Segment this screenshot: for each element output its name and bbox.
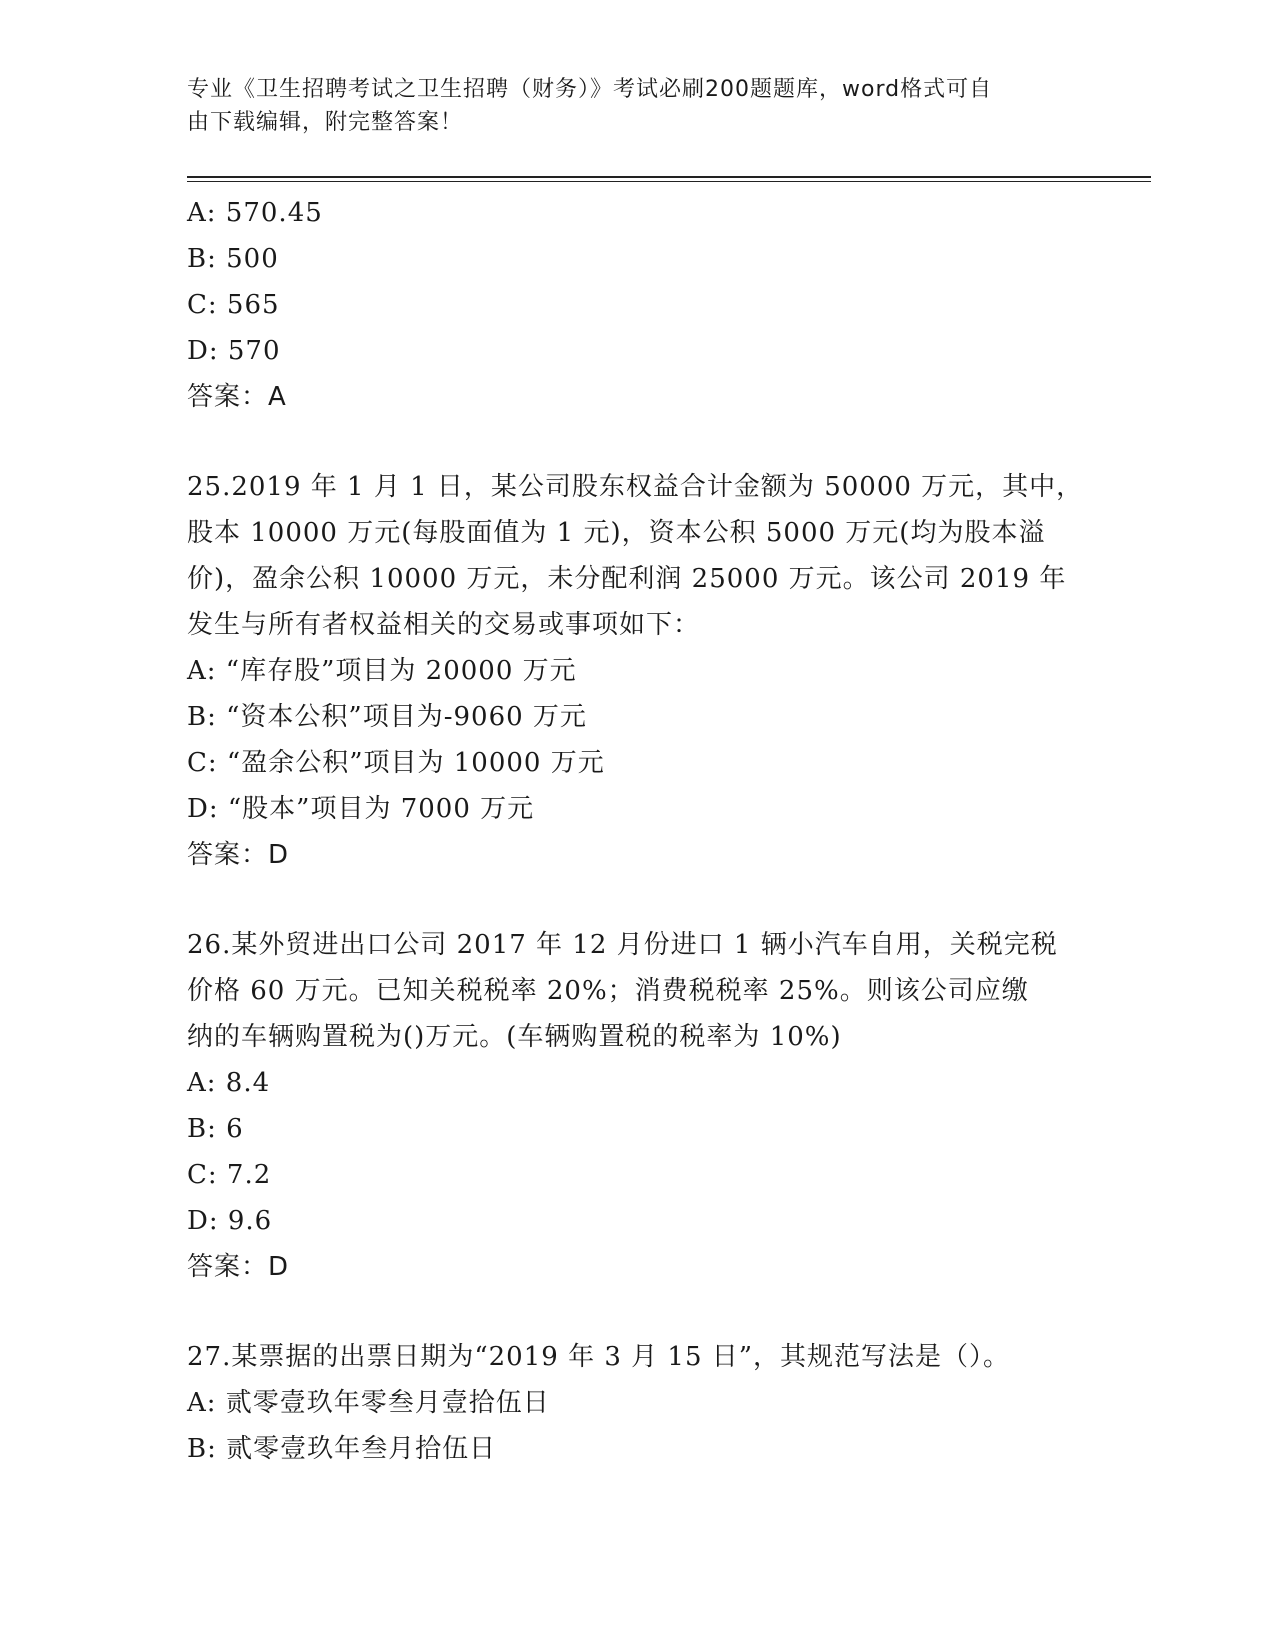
option-d: D: 9.6 bbox=[187, 1206, 273, 1236]
option-d: D: “股本”项目为 7000 万元 bbox=[187, 794, 535, 824]
option-c: C: 7.2 bbox=[187, 1160, 272, 1190]
question-26 bbox=[187, 922, 1087, 1290]
option-c: C: 565 bbox=[187, 290, 280, 320]
answer-line: 答案：A bbox=[187, 382, 287, 412]
option-a: A: “库存股”项目为 20000 万元 bbox=[187, 656, 577, 686]
question-27 bbox=[187, 1334, 1087, 1472]
question-stem-line: 股本 10000 万元(每股面值为 1 元)，资本公积 5000 万元(均为股本溢 bbox=[187, 518, 1046, 548]
answer-line: 答案：D bbox=[187, 1252, 290, 1282]
question-stem-line: 纳的车辆购置税为()万元。(车辆购置税的税率为 10%) bbox=[187, 1022, 842, 1052]
option-a: A: 570.45 bbox=[187, 198, 323, 228]
question-25 bbox=[187, 464, 1087, 878]
option-a: A: 8.4 bbox=[187, 1068, 271, 1098]
question-24 bbox=[187, 190, 1087, 420]
header-line-2: 由下载编辑，附完整答案！ bbox=[187, 110, 464, 135]
question-stem-line: 25.2019 年 1 月 1 日，某公司股东权益合计金额为 50000 万元，其中， bbox=[187, 472, 1084, 502]
question-stem-line: 26.某外贸进出口公司 2017 年 12 月份进口 1 辆小汽车自用，关税完税 bbox=[187, 930, 1058, 960]
question-list bbox=[187, 190, 1087, 1472]
option-b: B: “资本公积”项目为-9060 万元 bbox=[187, 702, 587, 732]
option-d: D: 570 bbox=[187, 336, 281, 366]
document-header bbox=[187, 73, 1067, 139]
option-b: B: 500 bbox=[187, 244, 279, 274]
option-c: C: “盈余公积”项目为 10000 万元 bbox=[187, 748, 605, 778]
answer-line: 答案：D bbox=[187, 840, 290, 870]
question-stem-line: 发生与所有者权益相关的交易或事项如下： bbox=[187, 610, 701, 640]
question-stem-line: 27.某票据的出票日期为“2019 年 3 月 15 日”，其规范写法是（）。 bbox=[187, 1342, 1011, 1372]
question-stem-line: 价格 60 万元。已知关税税率 20%；消费税税率 25%。则该公司应缴 bbox=[187, 976, 1029, 1006]
header-divider-thick bbox=[187, 176, 1151, 178]
header-divider-thin bbox=[187, 181, 1151, 182]
option-b: B: 贰零壹玖年叁月拾伍日 bbox=[187, 1434, 497, 1464]
option-a: A: 贰零壹玖年零叁月壹拾伍日 bbox=[187, 1388, 550, 1418]
option-b: B: 6 bbox=[187, 1114, 244, 1144]
question-stem-line: 价)，盈余公积 10000 万元，未分配利润 25000 万元。该公司 2019 年 bbox=[187, 564, 1067, 594]
header-line-1: 专业《卫生招聘考试之卫生招聘（财务）》考试必刷200题题库，word格式可自 bbox=[187, 77, 993, 102]
